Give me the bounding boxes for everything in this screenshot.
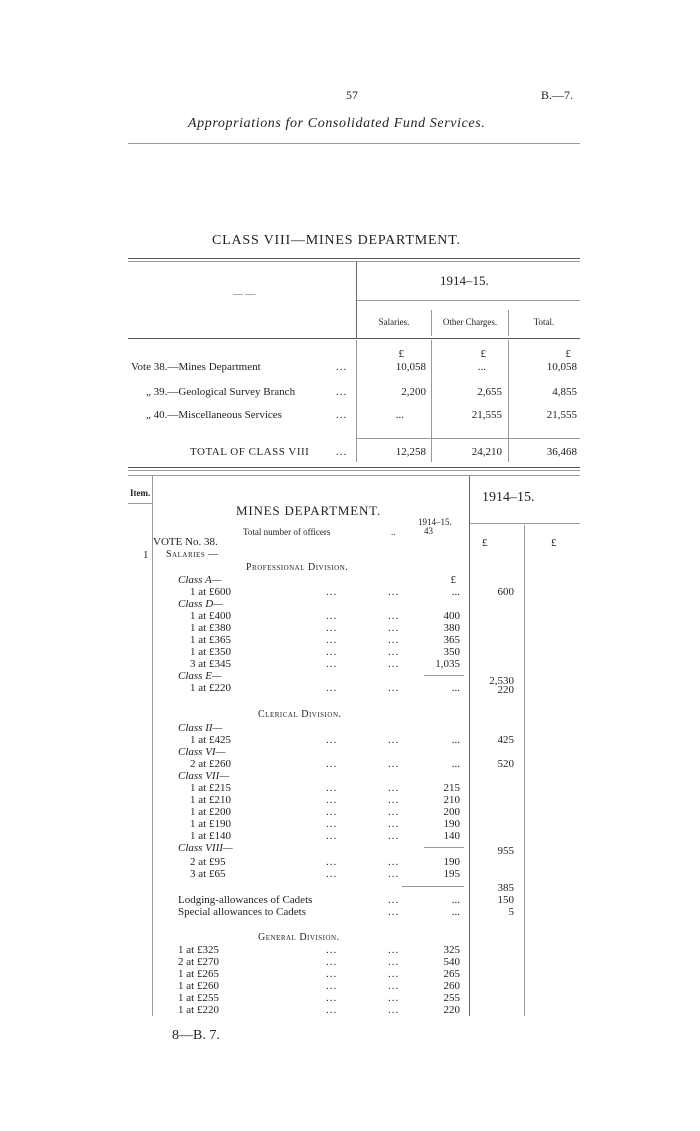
col-header-total: Total.: [533, 317, 555, 327]
sum-rule: [424, 847, 464, 848]
subtotal-value: 150: [497, 894, 514, 906]
detail-year: 1914–15.: [482, 490, 535, 505]
class-ii-heading: Class II—: [178, 722, 223, 734]
leader-dots: ...: [388, 758, 400, 770]
summary-row-other: ...: [477, 361, 486, 373]
subtotal-value: 425: [497, 734, 514, 746]
sheet-signature: 8—B. 7.: [172, 1028, 220, 1043]
leader-dots: ...: [326, 980, 338, 992]
leader-dots: ...: [388, 894, 400, 906]
detail-currency-2: £: [551, 537, 557, 549]
salaries-heading: Salaries —: [166, 549, 219, 560]
general-division-heading: General Division.: [258, 932, 340, 943]
summary-row-total: 4,855: [552, 386, 577, 398]
leader-dots: ...: [388, 806, 400, 818]
summary-total-rule: [357, 438, 580, 439]
salary-value: 140: [443, 830, 460, 842]
officers-count: 43: [424, 526, 433, 536]
leader-dots: ...: [326, 610, 338, 622]
subtotal-value: 2,530: [489, 675, 514, 687]
salary-line: 1 at £210: [190, 794, 231, 806]
document-reference: B.—7.: [541, 88, 574, 102]
leader-dots: ...: [326, 646, 338, 658]
salary-line: 1 at £220: [190, 682, 231, 694]
subtotal-value: 955: [497, 845, 514, 857]
leader-dots: ...: [326, 658, 338, 670]
subtotal-value: 600: [497, 586, 514, 598]
leader-dots: ...: [388, 782, 400, 794]
header-rule: [128, 143, 580, 144]
item-column-rule: [152, 476, 153, 1016]
subtotal-value: 385: [497, 882, 514, 894]
leader-dots: ...: [326, 856, 338, 868]
salary-value: 380: [443, 622, 460, 634]
salary-value: 325: [443, 944, 460, 956]
detail-year-rule: [470, 523, 580, 524]
page-number: 57: [346, 88, 358, 102]
class-a-heading: Class A—: [178, 574, 222, 586]
salary-line: 1 at £425: [190, 734, 231, 746]
leader-dots: ...: [388, 658, 400, 670]
salary-value: 1,035: [435, 658, 460, 670]
class-e-heading: Class E—: [178, 670, 222, 682]
salary-line: 1 at £220: [178, 1004, 219, 1016]
leader-dots: ...: [388, 634, 400, 646]
leader-dots: ...: [388, 830, 400, 842]
officers-year: 1914–15.: [418, 517, 452, 527]
subtotal-value: 220: [497, 684, 514, 696]
summary-bottom-rule: [128, 467, 580, 468]
currency-total: £: [565, 348, 571, 360]
leader-dots: ...: [326, 794, 338, 806]
salary-line: 1 at £380: [190, 622, 231, 634]
vote-number: VOTE No. 38.: [153, 536, 218, 548]
class-vi-heading: Class VI—: [178, 746, 226, 758]
leader-dots: ...: [326, 818, 338, 830]
allowance-line: Special allowances to Cadets: [178, 906, 306, 918]
item-number: 1: [143, 549, 149, 561]
leader-dots: ...: [326, 758, 338, 770]
class-vii-heading: Class VII—: [178, 770, 230, 782]
leader-dots: ...: [326, 734, 338, 746]
salary-line: 3 at £345: [190, 658, 231, 670]
sum-rule: [402, 886, 464, 887]
salary-value: 215: [443, 782, 460, 794]
summary-row-label: „ 39.—Geological Survey Branch: [146, 386, 296, 398]
class-d-heading: Class D—: [178, 598, 223, 610]
salary-line: 1 at £260: [178, 980, 219, 992]
leader-dots: ...: [388, 682, 400, 694]
salary-line: 1 at £265: [178, 968, 219, 980]
salary-line: 2 at £260: [190, 758, 231, 770]
leader-dots: ...: [451, 894, 460, 906]
currency-salaries: £: [398, 348, 404, 360]
col-header-salaries: Salaries.: [378, 317, 410, 327]
leader-dots: ...: [388, 818, 400, 830]
leader-dots: ...: [336, 446, 348, 458]
leader-dots: ...: [388, 734, 400, 746]
subtotal-value: 520: [497, 758, 514, 770]
salary-line: 2 at £95: [190, 856, 226, 868]
salary-line: 2 at £270: [178, 956, 219, 968]
detail-currency-1: £: [482, 537, 488, 549]
summary-row-total: 10,058: [546, 361, 577, 373]
leader-dots: ...: [451, 682, 460, 694]
leader-dots: ...: [388, 646, 400, 658]
salary-line: 3 at £65: [190, 868, 226, 880]
salary-value: 540: [443, 956, 460, 968]
salary-value: 400: [443, 610, 460, 622]
leader-dots: ...: [388, 980, 400, 992]
detail-top-rule: [128, 475, 580, 476]
salary-value: 365: [443, 634, 460, 646]
officers-label: Total number of officers: [243, 527, 331, 537]
salary-value: 220: [443, 1004, 460, 1016]
leader-dots: ...: [326, 586, 338, 598]
leader-dots: ...: [451, 906, 460, 918]
detail-inner-rule: [524, 525, 525, 1016]
leader-dots: ...: [326, 956, 338, 968]
salary-value: 210: [443, 794, 460, 806]
summary-bottom-rule-2: [128, 470, 580, 471]
subtotal-value: 5: [508, 906, 514, 918]
salary-value: 190: [443, 856, 460, 868]
leader-dots: ...: [326, 868, 338, 880]
leader-dots: ...: [326, 622, 338, 634]
summary-row-total: 21,555: [546, 409, 577, 421]
salary-value: 255: [443, 992, 460, 1004]
leader-dots: ...: [336, 361, 348, 373]
salary-line: 1 at £190: [190, 818, 231, 830]
leader-dots: ...: [326, 1004, 338, 1016]
leader-dots: ...: [326, 634, 338, 646]
detail-currency-col: £: [450, 574, 456, 586]
summary-year-rule: [357, 300, 580, 301]
salary-line: 1 at £215: [190, 782, 231, 794]
leader-dots: ...: [326, 782, 338, 794]
summary-header-rule: [128, 338, 580, 339]
col-header-other-charges: Other Charges.: [442, 317, 498, 327]
summary-row-salaries: 2,200: [401, 386, 426, 398]
leader-dots: ...: [388, 856, 400, 868]
officers-dots: ..: [391, 527, 396, 537]
detail-vertical-rule: [469, 476, 470, 1016]
allowance-line: Lodging-allowances of Cadets: [178, 894, 313, 906]
salary-value: 265: [443, 968, 460, 980]
leader-dots: ...: [388, 868, 400, 880]
leader-dots: ...: [326, 944, 338, 956]
leader-dots: ...: [451, 734, 460, 746]
salary-value: 195: [443, 868, 460, 880]
leader-dots: ...: [326, 992, 338, 1004]
detail-title: MINES DEPARTMENT.: [236, 503, 381, 518]
summary-row-other: 21,555: [471, 409, 502, 421]
item-column-header: Item.: [130, 488, 151, 498]
salary-line: 1 at £350: [190, 646, 231, 658]
salary-line: 1 at £140: [190, 830, 231, 842]
clerical-division-heading: Clerical Division.: [258, 709, 342, 720]
salary-line: 1 at £255: [178, 992, 219, 1004]
summary-total-salaries: 12,258: [395, 446, 426, 458]
salary-value: 350: [443, 646, 460, 658]
summary-row-salaries: 10,058: [395, 361, 426, 373]
leader-dots: ...: [451, 758, 460, 770]
salary-value: 200: [443, 806, 460, 818]
leader-dots: ...: [336, 386, 348, 398]
leader-dots: ...: [388, 992, 400, 1004]
salary-line: 1 at £200: [190, 806, 231, 818]
leader-dots: ...: [336, 409, 348, 421]
summary-title: CLASS VIII—MINES DEPARTMENT.: [212, 233, 461, 248]
summary-row-label: Vote 38.—Mines Department: [131, 361, 261, 373]
salary-line: 1 at £400: [190, 610, 231, 622]
leader-dots: ...: [388, 794, 400, 806]
professional-division-heading: Professional Division.: [246, 562, 349, 573]
summary-total-label: TOTAL OF CLASS VIII: [190, 446, 310, 458]
summary-row-label: „ 40.—Miscellaneous Services: [146, 409, 282, 421]
leader-dots: ...: [388, 622, 400, 634]
leader-dots: ...: [388, 944, 400, 956]
class-viii-heading: Class VIII—: [178, 842, 233, 854]
leader-dots: ...: [326, 682, 338, 694]
salary-line: 1 at £325: [178, 944, 219, 956]
leader-dots: ...: [326, 806, 338, 818]
salary-line: 1 at £365: [190, 634, 231, 646]
currency-other: £: [480, 348, 486, 360]
leader-dots: ...: [388, 956, 400, 968]
leader-dots: ...: [388, 1004, 400, 1016]
leader-dots: ...: [326, 830, 338, 842]
summary-total-total: 36,468: [546, 446, 577, 458]
salary-line: 1 at £600: [190, 586, 231, 598]
summary-stub-dash: — —: [233, 289, 256, 300]
page-subtitle: Appropriations for Consolidated Fund Services.: [188, 116, 486, 131]
summary-row-other: 2,655: [477, 386, 502, 398]
summary-total-other: 24,210: [471, 446, 502, 458]
leader-dots: ...: [388, 586, 400, 598]
leader-dots: ...: [388, 906, 400, 918]
salary-value: 260: [443, 980, 460, 992]
leader-dots: ...: [451, 586, 460, 598]
leader-dots: ...: [388, 610, 400, 622]
salary-value: 190: [443, 818, 460, 830]
sum-rule: [424, 675, 464, 676]
leader-dots: ...: [326, 968, 338, 980]
summary-top-rule: [128, 258, 580, 259]
leader-dots: ...: [388, 968, 400, 980]
summary-top-rule-2: [128, 261, 580, 262]
summary-year: 1914–15.: [440, 273, 489, 288]
summary-row-salaries: ...: [395, 409, 404, 421]
item-header-rule: [128, 503, 152, 504]
